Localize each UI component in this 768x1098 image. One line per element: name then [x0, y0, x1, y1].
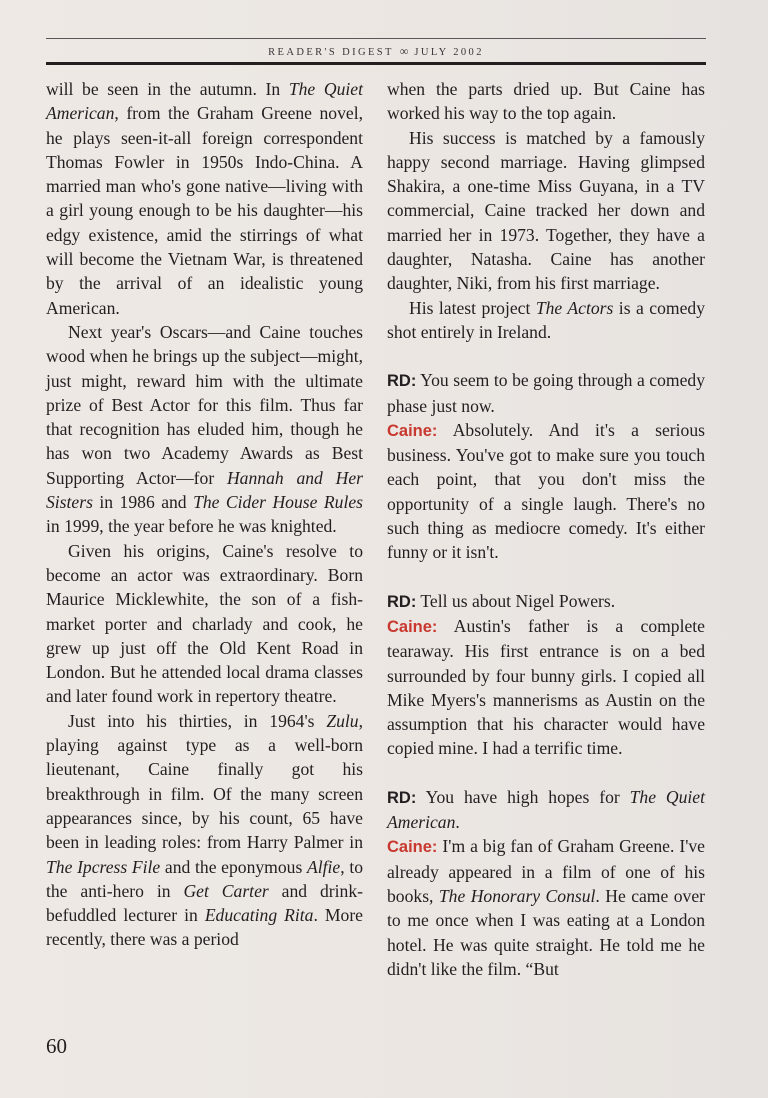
- title-italic: The Honorary Consul: [438, 885, 596, 906]
- title-italic: The Ipcress File: [46, 856, 161, 877]
- text-run: , playing against type as a well-born lieutenant, Caine finally got his breakthrough in film. Of the many screen appearances since, by his count, 65 have been in leading roles: from Harry Palmer in: [46, 710, 363, 853]
- speaker-label-caine: Caine:: [387, 617, 438, 636]
- title-italic: Get Carter: [183, 880, 269, 901]
- text-run: His success is matched by a famously happy second marriage. Having glimpsed Shakira, a one-time Miss Guyana, in a TV commercial, Caine tracked her down and married her in 1973. Together, they have a daughter, Natasha. Caine has another daughter, Niki, from his first marriage.: [387, 127, 705, 294]
- page-number: 60: [46, 1034, 67, 1058]
- body-paragraph: [46, 320, 363, 539]
- interview-exchange: [387, 589, 705, 614]
- header-rule-bottom: [46, 62, 706, 65]
- text-run: His latest project: [409, 297, 536, 318]
- text-run: is a comedy shot entirely in Ireland.: [387, 297, 705, 342]
- title-italic: Educating Rita: [204, 905, 314, 926]
- speaker-label-rd: RD:: [387, 592, 417, 611]
- text-run: You have high hopes for: [416, 786, 630, 807]
- running-header: [46, 44, 706, 59]
- paragraph-gap: [387, 565, 705, 589]
- text-run: . More recently, there was a period: [46, 905, 363, 950]
- text-run: will be seen in the autumn. In: [46, 79, 289, 99]
- interview-exchange: [387, 368, 705, 418]
- body-paragraph: [46, 709, 363, 952]
- title-italic: The Actors: [535, 297, 614, 318]
- speaker-label-rd: RD:: [387, 372, 417, 391]
- text-run: You seem to be going through a comedy phase just now.: [387, 370, 705, 416]
- left-text-column: [46, 77, 363, 952]
- text-run: Austin's father is a complete tearaway. His first entrance is on a bed surrounded by four bunny girls. I copied all Mike Myers's mannerisms as Austin on the assumption that his character would have copied mine. I had a terrific time.: [387, 615, 705, 759]
- body-paragraph: [387, 77, 705, 126]
- text-run: in 1999, the year before he was knighted.: [46, 516, 337, 537]
- body-paragraph: [387, 126, 705, 296]
- interview-exchange: [387, 834, 705, 981]
- title-italic: Alfie: [307, 856, 341, 877]
- text-run: Given his origins, Caine's resolve to become an actor was extraordinary. Born Maurice Micklewhite, the son of a fish-market porter and charlady and cook, he grew up just off the Old Kent Road in London. But he attended local drama classes and later found work in repertory theatre.: [46, 540, 363, 707]
- title-italic: The Cider House Rules: [193, 492, 363, 513]
- paragraph-gap: [387, 761, 705, 785]
- header-separator-icon: ∞: [399, 44, 409, 58]
- text-run: Tell us about Nigel Powers.: [416, 590, 616, 611]
- speaker-label-caine: Caine:: [387, 838, 438, 857]
- title-italic: The Quiet American: [46, 79, 363, 124]
- text-run: Just into his thirties, in 1964's: [68, 710, 327, 731]
- text-run: and drink-befuddled lecturer in: [46, 880, 363, 926]
- text-run: Absolutely. And it's a serious business. You've got to make sure you touch each point, that you don't miss the opportunity of a single laugh. There's no such thing as mediocre comedy. It's either funny or it isn't.: [387, 419, 705, 563]
- issue-date: JULY 2002: [414, 47, 484, 58]
- text-run: Next year's Oscars—and Caine touches wood when he brings up the subject—might, just might, reward him with the ultimate prize of Best Actor for this film. Thus far that recognition has eluded him, though he has won two Academy Awards as Best Supporting Actor—for: [46, 321, 363, 488]
- text-run: . He came over to me once when I was eating at a London hotel. He was quite straight. He told me he didn't like the film. “But: [387, 885, 705, 979]
- speaker-label-caine: Caine:: [387, 421, 438, 440]
- title-italic: The Quiet American: [387, 786, 705, 833]
- body-paragraph: [46, 539, 363, 709]
- publication-name: READER'S DIGEST: [268, 47, 394, 58]
- body-paragraph: [387, 296, 705, 345]
- right-text-column: [387, 77, 705, 981]
- text-run: when the parts dried up. But Caine has worked his way to the top again.: [387, 79, 705, 124]
- interview-exchange: [387, 614, 705, 761]
- text-run: .: [455, 812, 460, 833]
- speaker-label-rd: RD:: [387, 788, 417, 807]
- text-run: I'm a big fan of Graham Greene. I've already appeared in a film of one of his books,: [387, 836, 705, 906]
- text-run: in 1986 and: [92, 492, 194, 513]
- paragraph-gap: [387, 344, 705, 368]
- interview-exchange: [387, 418, 705, 565]
- body-paragraph: [46, 77, 363, 320]
- header-rule-top: [46, 38, 706, 39]
- interview-exchange: [387, 785, 705, 835]
- title-italic: Hannah and Her Sisters: [46, 467, 363, 513]
- title-italic: Zulu: [326, 710, 359, 731]
- text-run: and the eponymous: [160, 856, 307, 877]
- text-run: , to the anti-hero in: [46, 856, 363, 901]
- text-run: , from the Graham Greene novel, he plays seen-it-all foreign correspondent Thomas Fowler in 1950s Indo-China. A married man who's gone native—living with a girl young enough to be his daughter—his edgy existence, amid the stirrings of what will become the Vietnam War, is threatened by the arrival of an idealistic young American.: [46, 103, 363, 318]
